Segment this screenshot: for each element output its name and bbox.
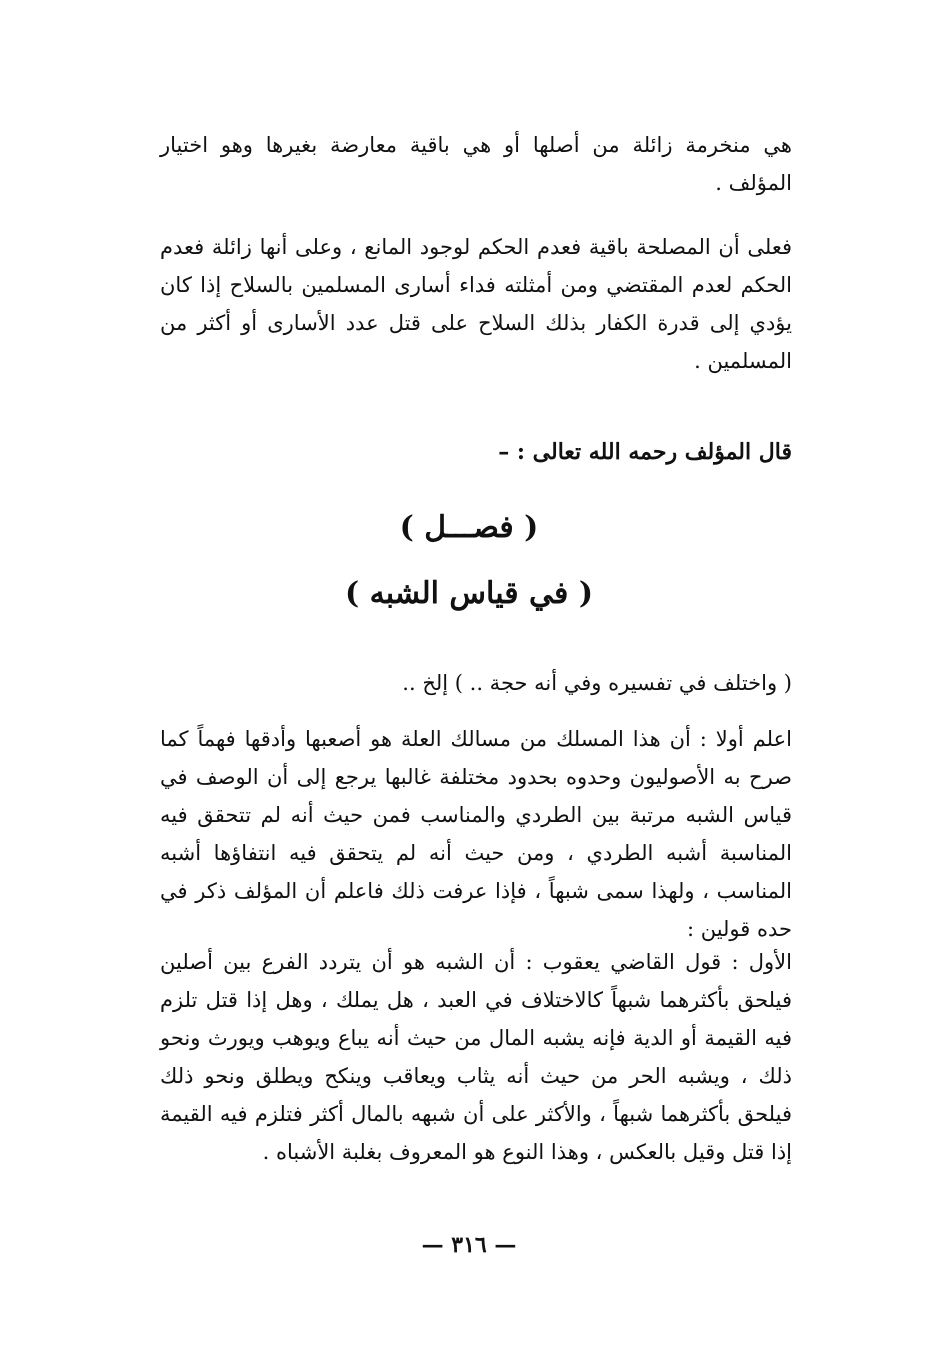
paragraph-continuation: هي منخرمة زائلة من أصلها أو هي باقية معارضة بغيرها وهو اختيار المؤلف . (160, 133, 792, 195)
quoted-matn: ( واختلف في تفسيره وفي أنه حجة .. ) إلخ .. (402, 671, 792, 695)
author-says-line: قال المؤلف رحمه الله تعالى : – (498, 439, 792, 465)
paragraph-explanation: اعلم أولا : أن هذا المسلك من مسالك العلة هو أصعبها وأدقها فهماً كما صرح به الأصوليون وحدوه بحدود مختلفة غالبها يرجع إلى أن الوصف في قياس الشبه مرتبة بين الطردي والمناسب فمن حيث أنه لم تتحقق فيه المناسبة أشبه الطردي ، ومن حيث أنه لم يتحقق فيه انتفاؤها أشبه المناسب ، ولهذا سمى شبهاً ، فإذا عرفت ذلك فاعلم أن المؤلف ذكر في حده قولين : (160, 727, 792, 941)
section-heading: ( فصـــل ) (399, 510, 539, 545)
paragraph-maslaha: فعلى أن المصلحة باقية فعدم الحكم لوجود المانع ، وعلى أنها زائلة فعدم الحكم لعدم المقتضي ومن أمثلته فداء أسارى المسلمين بالسلاح إذا كان يؤدي إلى قدرة الكفار بذلك السلاح على قتل عدد الأسارى أو أكثر من المسلمين . (160, 235, 792, 373)
page-number: — ٣١٦ — (421, 1232, 517, 1258)
paragraph-first-opinion: الأول : قول القاضي يعقوب : أن الشبه هو أن يتردد الفرع بين أصلين فيلحق بأكثرهما شبهاً كالاختلاف في العبد ، هل يملك ، وهل إذا قتل تلزم فيه القيمة أو الدية فإنه يشبه المال من حيث أنه يباع ويوهب ويورث ونحو ذلك ، ويشبه الحر من حيث أنه يثاب ويعاقب وينكح ويطلق ونحو ذلك فيلحق بأكثرهما شبهاً ، والأكثر على أن شبهه بالمال أكثر فتلزم فيه القيمة إذا قتل وقيل بالعكس ، وهذا النوع هو المعروف بغلبة الأشباه . (160, 950, 792, 1164)
section-subheading: ( في قياس الشبه ) (344, 576, 594, 611)
